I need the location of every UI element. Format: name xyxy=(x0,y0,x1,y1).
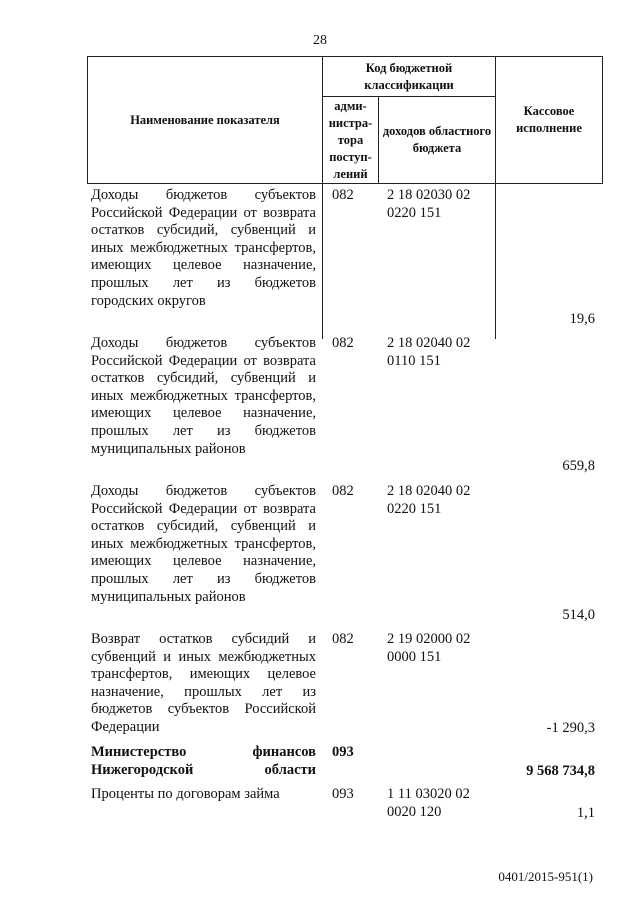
row-name: Министерство финансов Нижегородской области xyxy=(91,744,316,778)
row-admin-code: 082 xyxy=(332,335,354,351)
row-name: Доходы бюджетов субъектов Российской Федерации от возврата остатков субсидий, субвенций и иных межбюджетных трансфертов, имеющих целевое назначение, прошлых лет из бюджетов городских округов xyxy=(91,187,316,309)
row-income-code: 2 19 02000 02 0000 151 xyxy=(387,631,471,665)
table-header xyxy=(87,56,603,184)
header-name: Наименование показателя xyxy=(88,57,323,183)
column-divider xyxy=(322,184,323,339)
row-income-code: 2 18 02040 02 0110 151 xyxy=(387,335,471,369)
header-admin: адми-нистра-тора поступ-лений xyxy=(323,97,379,183)
page-number: 28 xyxy=(313,33,327,48)
row-name: Возврат остатков субсидий и субвенций и иных межбюджетных трансфертов, имеющих целевое назначение, прошлых лет из бюджетов субъектов Российской Федерации xyxy=(91,631,316,735)
header-code-group: Код бюджетной классификации xyxy=(323,57,496,97)
row-admin-code: 093 xyxy=(332,744,354,760)
row-admin-code: 082 xyxy=(332,187,354,203)
row-value: 659,8 xyxy=(562,458,595,474)
row-income-code: 2 18 02030 02 0220 151 xyxy=(387,187,471,221)
header-income: доходов областного бюджета xyxy=(379,97,496,183)
column-divider xyxy=(495,184,496,339)
row-name: Доходы бюджетов субъектов Российской Федерации от возврата остатков субсидий, субвенций и иных межбюджетных трансфертов, имеющих целевое назначение, прошлых лет из бюджетов муниципальных районов xyxy=(91,335,316,457)
row-value: 19,6 xyxy=(569,311,595,327)
row-admin-code: 093 xyxy=(332,786,354,802)
row-value: 514,0 xyxy=(562,607,595,623)
row-name: Проценты по договорам займа xyxy=(91,786,280,802)
row-value: 1,1 xyxy=(576,805,595,821)
row-income-code: 2 18 02040 02 0220 151 xyxy=(387,483,471,517)
row-admin-code: 082 xyxy=(332,631,354,647)
row-name: Доходы бюджетов субъектов Российской Федерации от возврата остатков субсидий, субвенций и иных межбюджетных трансфертов, имеющих целевое назначение, прошлых лет из бюджетов муниципальных районов xyxy=(91,483,316,605)
row-value: 9 568 734,8 xyxy=(526,763,595,779)
row-value: -1 290,3 xyxy=(546,720,595,736)
row-income-code: 1 11 03020 02 0020 120 xyxy=(387,786,470,820)
row-admin-code: 082 xyxy=(332,483,354,499)
document-code: 0401/2015-951(1) xyxy=(498,869,593,884)
header-execution: Кассовое исполнение xyxy=(516,104,582,135)
